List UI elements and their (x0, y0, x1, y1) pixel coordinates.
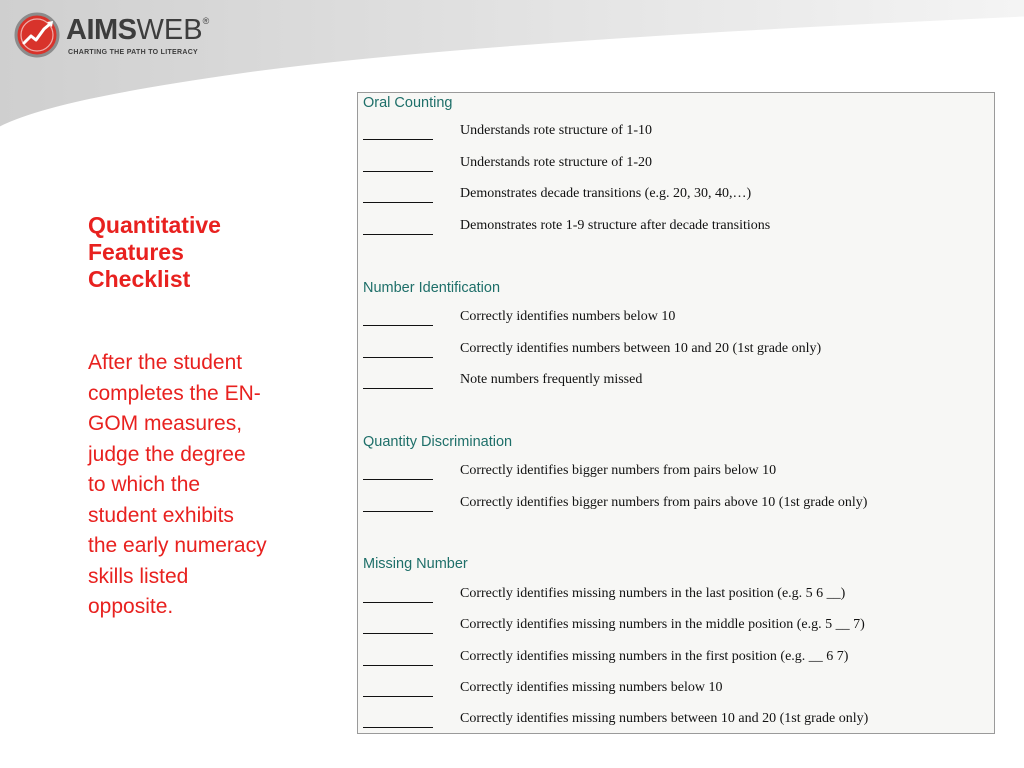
checklist-item (358, 309, 988, 329)
checklist-panel (357, 92, 995, 734)
section-heading-oral-counting: Oral Counting (363, 95, 453, 111)
title-line: Features (88, 239, 184, 265)
item-text: Correctly identifies missing numbers in the first position (e.g. __ 6 7) (460, 649, 849, 664)
item-text: Correctly identifies numbers below 10 (460, 309, 676, 324)
answer-blank[interactable] (363, 325, 433, 326)
logo-emblem-icon (14, 12, 60, 58)
description-line: opposite. (88, 595, 174, 618)
answer-blank[interactable] (363, 602, 433, 603)
section-heading-missing-number: Missing Number (363, 556, 468, 572)
answer-blank[interactable] (363, 234, 433, 235)
answer-blank[interactable] (363, 357, 433, 358)
description-line: to which the (88, 473, 201, 496)
item-text: Correctly identifies numbers between 10 and 20 (1st grade only) (460, 341, 822, 356)
slide-description (88, 348, 313, 623)
checklist-item (358, 218, 988, 238)
checklist-item (358, 649, 988, 669)
item-text: Demonstrates rote 1-9 structure after decade transitions (460, 218, 771, 233)
description-line: skills listed (88, 564, 189, 588)
checklist-item (358, 711, 988, 731)
description-line: the early numeracy (88, 534, 267, 557)
checklist-item (358, 586, 988, 606)
logo-registered-mark: ® (202, 16, 210, 26)
aimsweb-logo (14, 12, 244, 62)
section-heading-quantity-discrimination: Quantity Discrimination (363, 434, 513, 450)
logo-tagline: CHARTING THE PATH TO LITERACY (68, 49, 199, 56)
item-text: Understands rote structure of 1-10 (460, 123, 653, 138)
checklist-item (358, 372, 988, 392)
answer-blank[interactable] (363, 171, 433, 172)
checklist-item (358, 123, 988, 143)
section-heading-number-identification: Number Identification (363, 280, 501, 296)
item-text: Correctly identifies missing numbers between 10 and 20 (1st grade only) (460, 711, 869, 726)
checklist-item (358, 495, 988, 515)
checklist-item (358, 155, 988, 175)
item-text: Correctly identifies missing numbers in the last position (e.g. 5 6 __) (460, 586, 846, 601)
logo-brand-bold: AIMS (66, 14, 137, 46)
item-text: Correctly identifies missing numbers in the middle position (e.g. 5 __ 7) (460, 617, 865, 632)
description-line: GOM measures, (88, 412, 243, 435)
logo-wordmark (66, 14, 209, 48)
item-text: Understands rote structure of 1-20 (460, 155, 653, 170)
answer-blank[interactable] (363, 665, 433, 666)
answer-blank[interactable] (363, 479, 433, 480)
logo-brand-light: WEB (136, 14, 203, 46)
checklist-item (358, 463, 988, 483)
answer-blank[interactable] (363, 696, 433, 697)
answer-blank[interactable] (363, 727, 433, 728)
description-line: judge the degree (88, 442, 246, 466)
slide-title (88, 212, 308, 293)
title-line: Quantitative (88, 212, 221, 238)
item-text: Correctly identifies missing numbers below 10 (460, 680, 723, 695)
answer-blank[interactable] (363, 511, 433, 512)
checklist-item (358, 186, 988, 206)
description-line: completes the EN- (88, 381, 261, 405)
answer-blank[interactable] (363, 139, 433, 140)
description-line: student exhibits (88, 503, 234, 527)
item-text: Demonstrates decade transitions (e.g. 20, 30, 40,…) (460, 186, 752, 201)
answer-blank[interactable] (363, 388, 433, 389)
checklist-item (358, 680, 988, 700)
checklist-item (358, 617, 988, 637)
item-text: Note numbers frequently missed (460, 372, 643, 387)
answer-blank[interactable] (363, 202, 433, 203)
item-text: Correctly identifies bigger numbers from pairs below 10 (460, 463, 777, 478)
title-line: Checklist (88, 266, 191, 292)
item-text: Correctly identifies bigger numbers from pairs above 10 (1st grade only) (460, 495, 868, 510)
answer-blank[interactable] (363, 633, 433, 634)
checklist-item (358, 341, 988, 361)
description-line: After the student (88, 351, 243, 374)
